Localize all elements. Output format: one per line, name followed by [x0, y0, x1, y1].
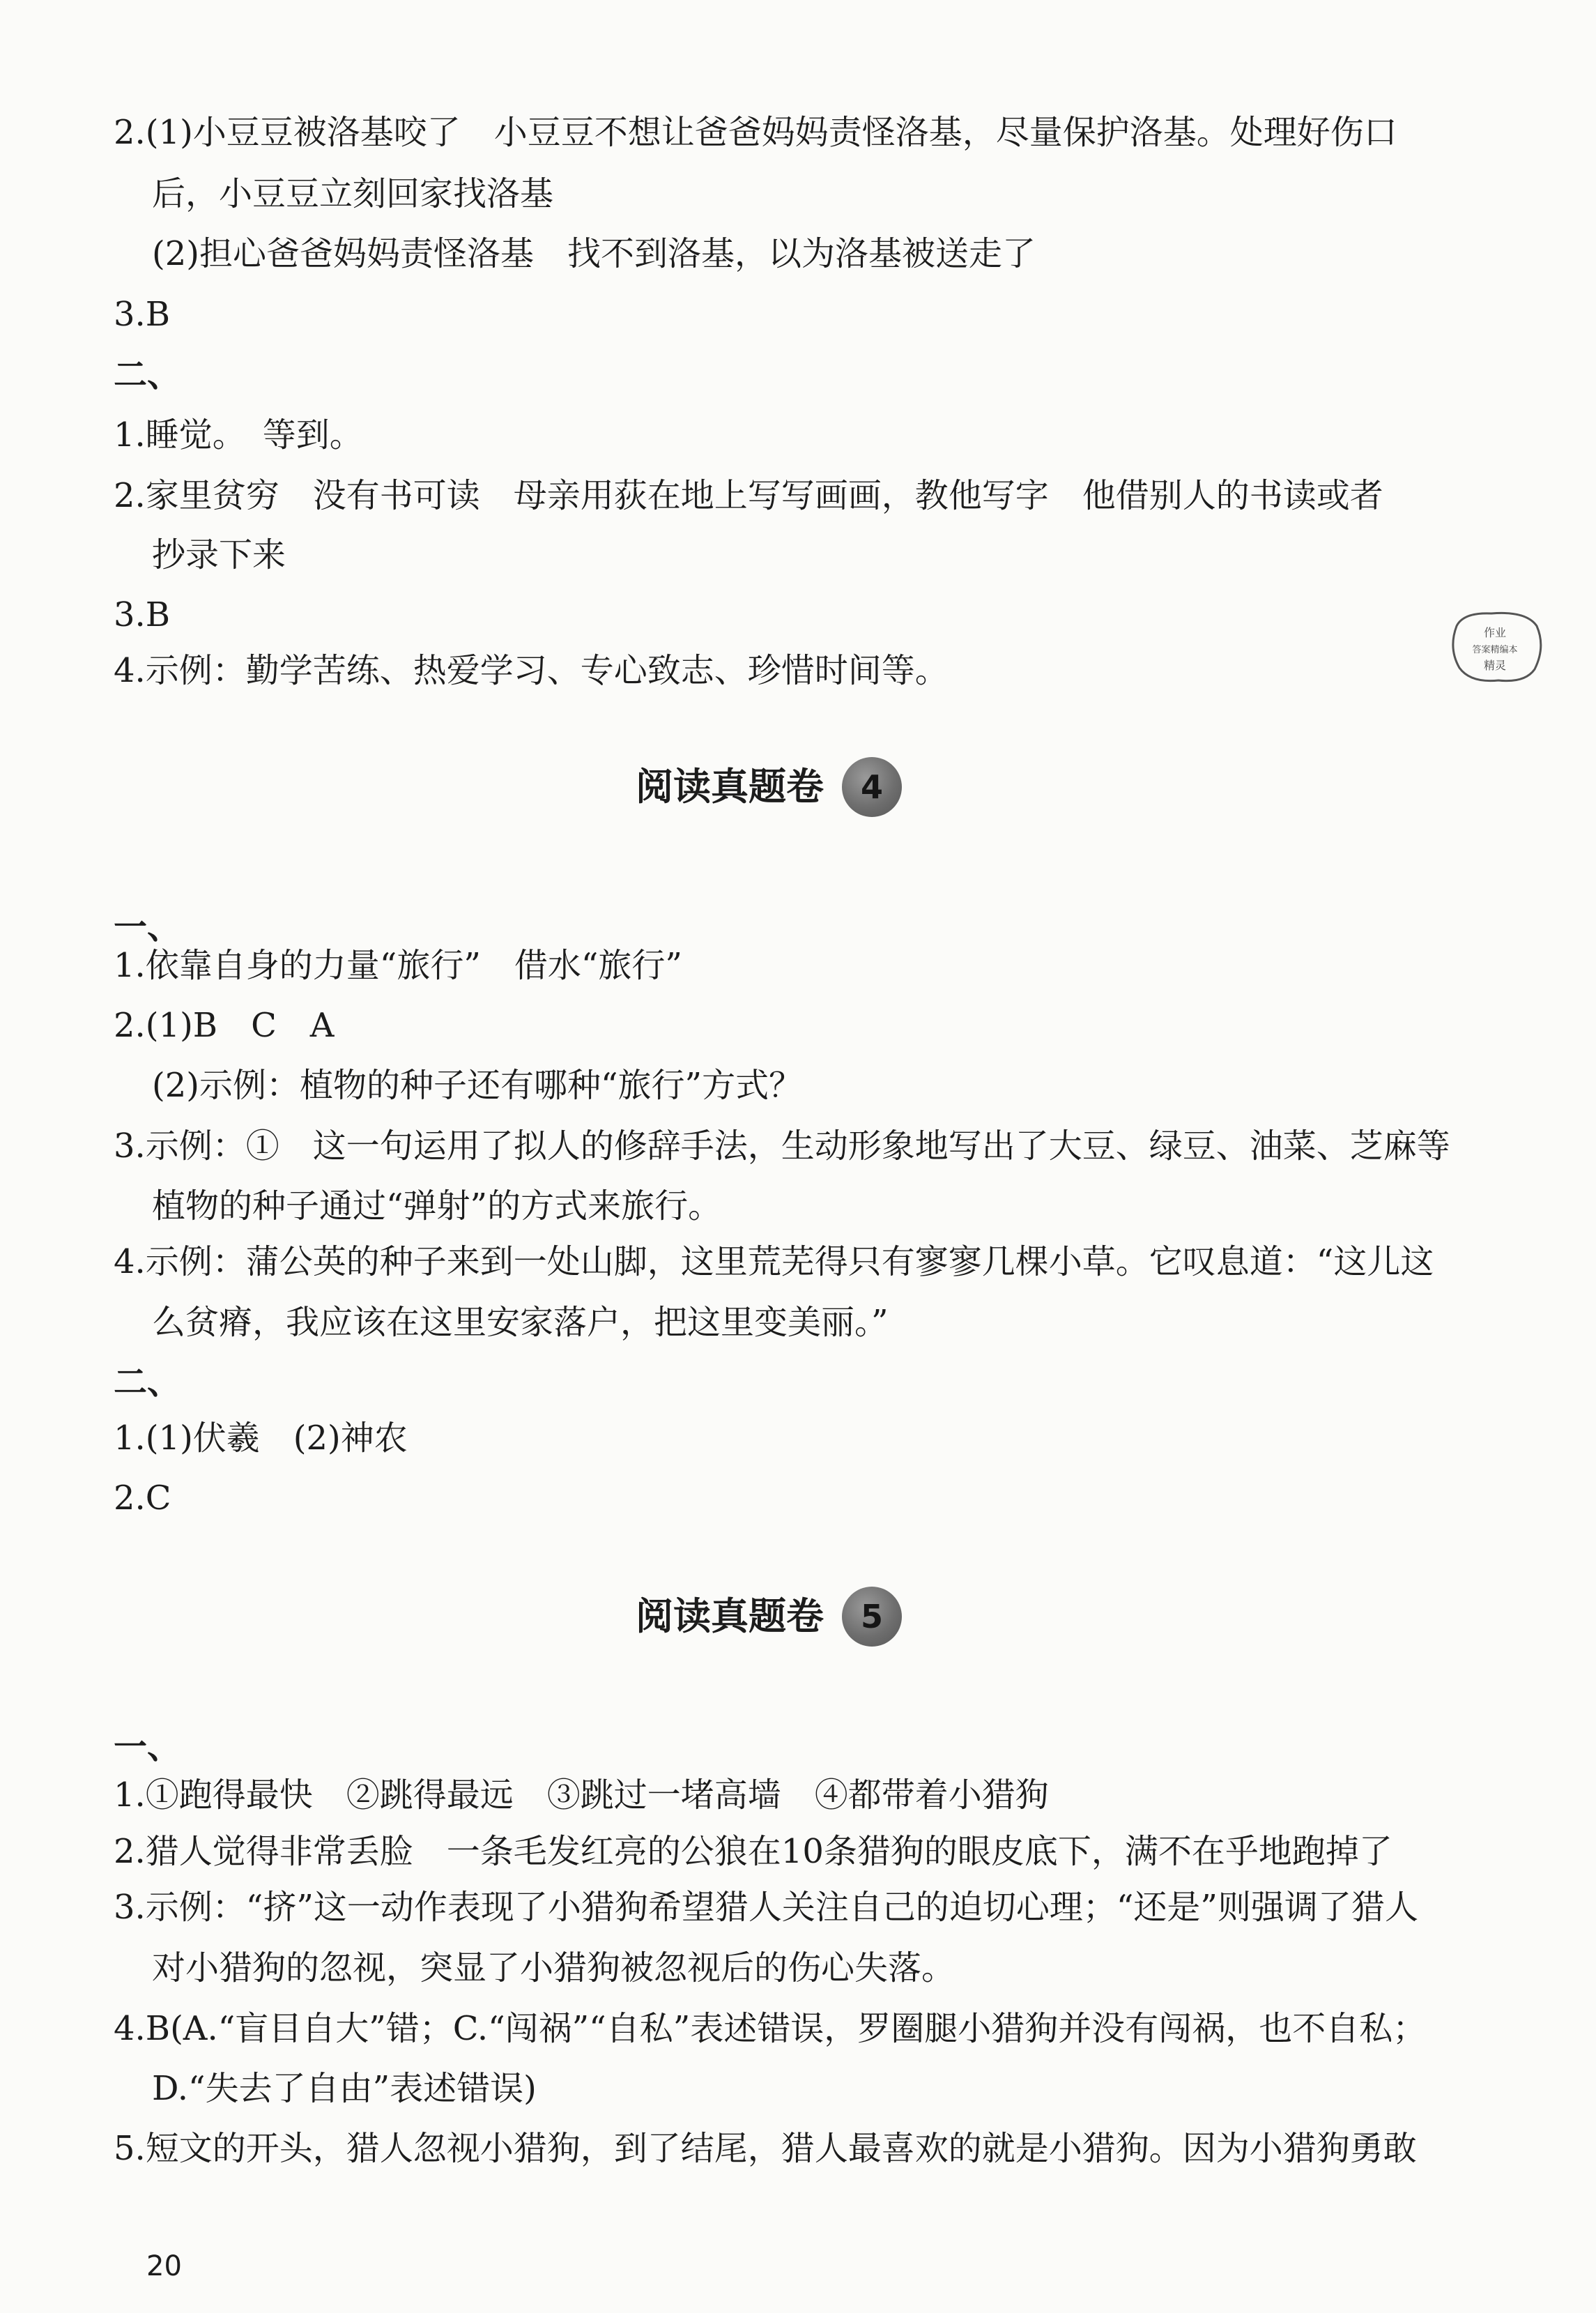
stamp-text-top: 作业	[1483, 626, 1507, 639]
answer-line: 3.示例：① 这一句运用了拟人的修辞手法，生动形象地写出了大豆、绿豆、油菜、芝麻等	[114, 1127, 1450, 1166]
answer-line: 2.(1)小豆豆被洛基咬了 小豆豆不想让爸爸妈妈责怪洛基，尽量保护洛基。处理好伤口	[114, 113, 1397, 152]
answer-line: 3.B	[114, 295, 171, 334]
answer-line: 抄录下来	[152, 535, 286, 574]
stamp-text-bottom: 精灵	[1483, 659, 1507, 672]
answer-line: 4.示例：蒲公英的种子来到一处山脚，这里荒芜得只有寥寥几棵小草。它叹息道：“这儿这	[114, 1242, 1434, 1281]
answer-line: 对小猎狗的忽视，突显了小猎狗被忽视后的伤心失落。	[152, 1948, 956, 1987]
section-heading-title: 阅读真题卷	[636, 765, 824, 809]
section-number-badge: 5	[842, 1587, 902, 1647]
stamp-text-middle: 答案精编本	[1472, 645, 1518, 655]
answer-line: 1.依靠自身的力量“旅行” 借水“旅行”	[114, 946, 682, 985]
answer-line: 3.示例：“挤”这一动作表现了小猎狗希望猎人关注自己的迫切心理；“还是”则强调了猎人	[114, 1888, 1418, 1927]
answer-line: 2.C	[114, 1479, 171, 1518]
section-number-badge: 4	[842, 757, 902, 817]
section-heading-5	[636, 1587, 902, 1647]
answer-line: 2.猎人觉得非常丢脸 一条毛发红亮的公狼在10条猎狗的眼皮底下，满不在乎地跑掉了	[114, 1832, 1392, 1871]
answer-line: (2)担心爸爸妈妈责怪洛基 找不到洛基，以为洛基被送走了	[152, 234, 1036, 273]
section-marker: 一、	[114, 908, 181, 947]
answer-line: (2)示例：植物的种子还有哪种“旅行”方式？	[152, 1066, 803, 1105]
answer-line: 1.睡觉。 等到。	[114, 415, 363, 455]
answer-line: 3.B	[114, 595, 171, 634]
section-marker: 二、	[114, 1363, 181, 1402]
page-number: 20	[146, 2250, 182, 2282]
answer-line: 4.示例：勤学苦练、热爱学习、专心致志、珍惜时间等。	[114, 651, 949, 690]
answer-line: 1.(1)伏羲 (2)神农	[114, 1419, 408, 1458]
answer-line: 后，小豆豆立刻回家找洛基	[152, 174, 554, 213]
answer-line: 2.(1)B C A	[114, 1006, 335, 1045]
section-marker: 二、	[114, 356, 181, 395]
section-heading-4	[636, 757, 902, 817]
answer-line: D.“失去了自由”表述错误)	[152, 2069, 537, 2108]
answer-line: 1.①跑得最快 ②跳得最远 ③跳过一堵高墙 ④都带着小猎狗	[114, 1776, 1049, 1815]
answer-line: 么贫瘠，我应该在这里安家落户，把这里变美丽。”	[152, 1303, 889, 1342]
section-marker: 一、	[114, 1727, 181, 1766]
answer-line: 4.B(A.“盲目自大”错；C.“闯祸”“自私”表述错误，罗圈腿小猎狗并没有闯祸，也不自私；	[114, 2009, 1427, 2048]
answer-line: 2.家里贫穷 没有书可读 母亲用荻在地上写写画画，教他写字 他借别人的书读或者	[114, 476, 1383, 515]
answer-line: 植物的种子通过“弹射”的方式来旅行。	[152, 1186, 722, 1226]
publisher-stamp	[1443, 605, 1547, 689]
section-heading-title: 阅读真题卷	[636, 1594, 824, 1638]
answer-line: 5.短文的开头，猎人忽视小猎狗，到了结尾，猎人最喜欢的就是小猎狗。因为小猎狗勇敢	[114, 2129, 1417, 2168]
